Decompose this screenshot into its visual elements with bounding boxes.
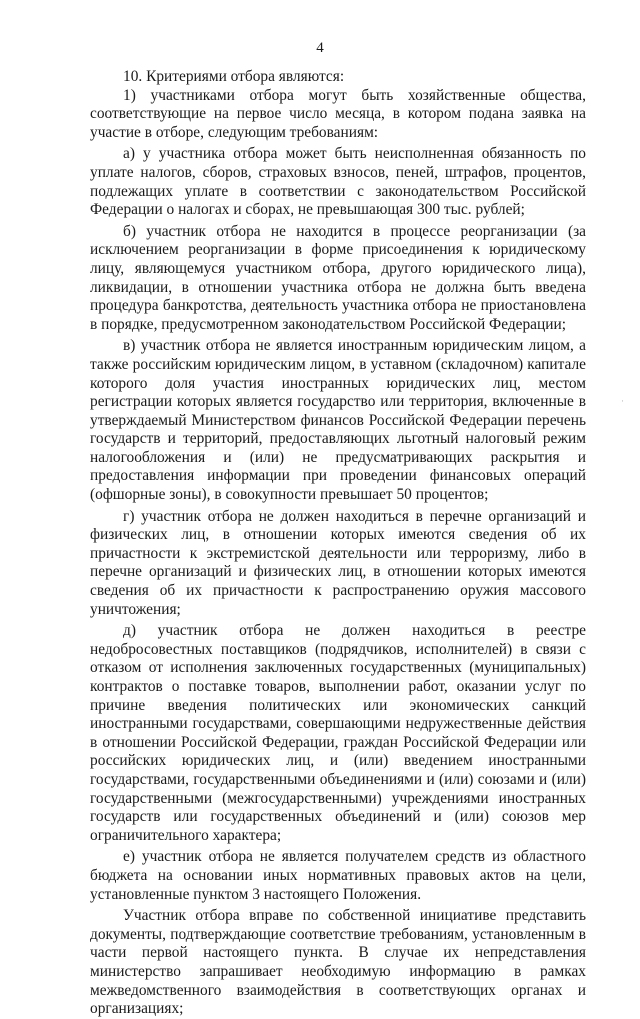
page-number: 4 [316, 40, 324, 56]
paragraph-item-v: в) участник отбора не является иностранным юридическим лицом, а также российским юридическим лицом, в уставном (складочном) капитале которого доля участия иностранных юридических лиц, местом регистрации которых является государство или территория, включенные в утверждаемый Министерством финансов Российской Федерации перечень государств и территорий, предоставляющих льготный налоговый режим налогообложения и (или) не предусматривающих раскрытия и предоставления информации при проведении финансовых операций (офшорные зоны), в совокупности превышает 50 процентов; [90, 337, 586, 504]
paragraph-item-d: д) участник отбора не должен находиться в реестре недобросовестных поставщиков (подрядчиков, исполнителей) в связи с отказом от исполнения заключенных государственных (муниципальных) контрактов о поставке товаров, выполнении работ, оказании услуг по причине введения политических или экономических санкций иностранными государствами, совершающими недружественные действия в отношении Российской Федерации, граждан Российской Федерации или российских юридических лиц, и (или) введением иностранными государствами, государственными объединениями и (или) союзами и (или) государственными (межгосударственными) учреждениями иностранных государств или государственных объединений и (или) союзов мер ограничительного характера; [90, 622, 586, 844]
paragraph-item-1: 1) участниками отбора могут быть хозяйственные общества, соответствующие на первое число месяца, в котором подана заявка на участие в отборе, следующим требованиям: [90, 86, 586, 141]
paragraph-item-e: е) участник отбора не является получателем средств из областного бюджета на основании иных нормативных правовых актов на цели, установленные пунктом 3 настоящего Положения. [90, 848, 586, 903]
document-body [90, 68, 586, 1019]
paragraph-item-b: б) участник отбора не находится в процессе реорганизации (за исключением реорганизации в форме присоединения к юридическому лицу, являющемуся участником отбора, другого юридического лица), ликвидации, в отношении участника отбора не должна быть введена процедура банкротства, деятельность участника отбора не приостановлена в порядке, предусмотренном законодательством Российской Федерации; [90, 222, 586, 333]
paragraph-item-a: а) у участника отбора может быть неисполненная обязанность по уплате налогов, сборов, страховых взносов, пеней, штрафов, процентов, подлежащих уплате в соответствии с законодательством Российской Федерации о налогах и сборах, не превышающая 300 тыс. рублей; [90, 145, 586, 219]
paragraph-initiative: Участник отбора вправе по собственной инициативе представить документы, подтверждающие соответствие требованиям, установленным в части первой настоящего пункта. В случае их непредставления министерство запрашивает необходимую информацию в рамках межведомственного взаимодействия в соответствующих органах и организациях; [90, 907, 586, 1018]
margin-mark: · [621, 396, 624, 406]
paragraph-item-g: г) участник отбора не должен находиться в перечне организаций и физических лиц, в отношении которых имеются сведения об их причастности к экстремистской деятельности или терроризму, либо в перечне организаций и физических лиц, в отношении которых имеются сведения об их причастности к распространению оружия массового уничтожения; [90, 507, 586, 618]
paragraph-criteria-heading: 10. Критериями отбора являются: [123, 68, 345, 85]
